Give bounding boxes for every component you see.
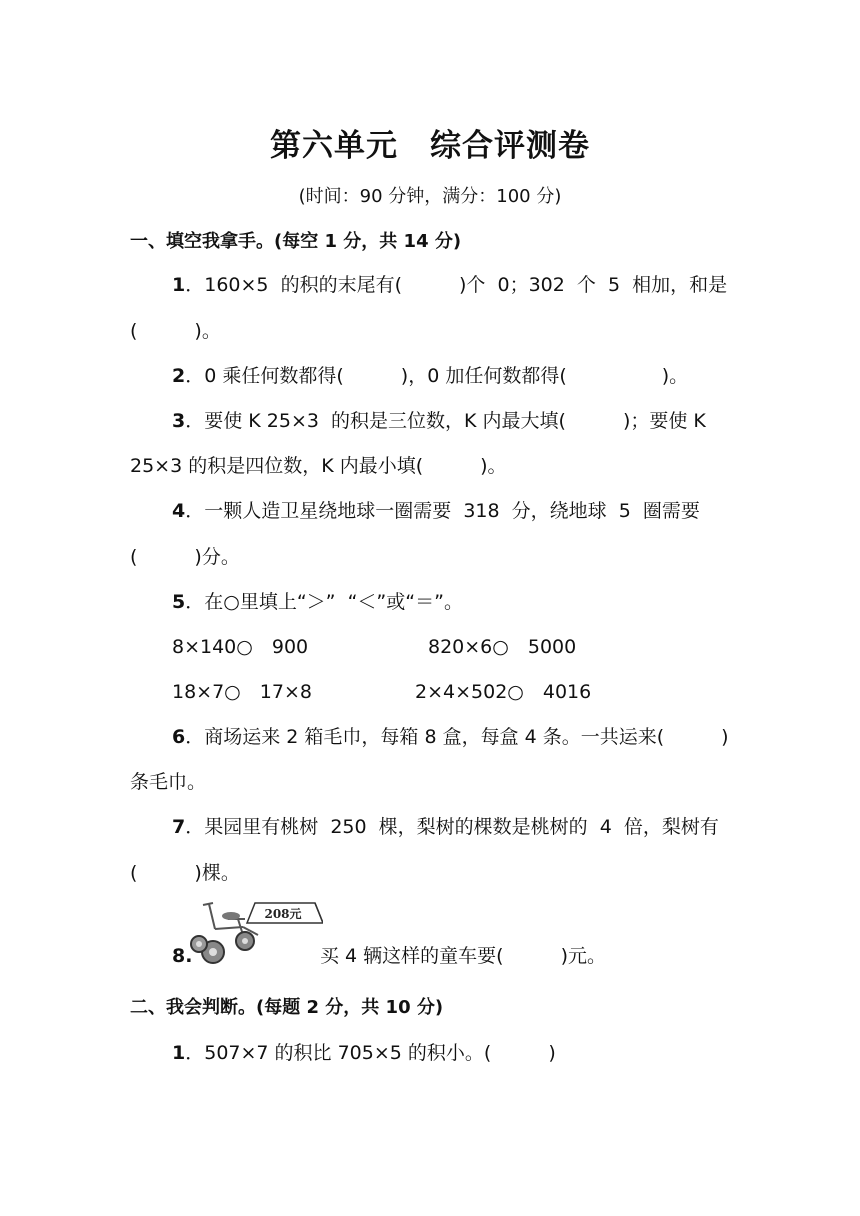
- section2-heading: 二、我会判断。(每题 2 分，共 10 分): [130, 997, 444, 1018]
- question-text: ．商场运来 2 箱毛巾，每箱 8 盒，每盒 4 条。一共运来( ): [185, 726, 729, 748]
- price-tag-label: 208元: [264, 907, 302, 921]
- question-4-line2: ( )分。: [130, 546, 240, 568]
- question-text: ．要使 K 25×3 的积是三位数，K 内最大填( )；要使 K: [185, 410, 706, 432]
- question-number: 6: [172, 726, 186, 748]
- question-text: ．在○里填上“＞” “＜”或“＝”。: [185, 591, 463, 613]
- question-number: 8.: [172, 945, 193, 967]
- question-number: 1: [172, 1042, 186, 1064]
- page-title: 第六单元 综合评测卷: [270, 128, 590, 164]
- question-number: 5: [172, 591, 186, 613]
- question-number: 7: [172, 816, 186, 838]
- question-1-line1: [172, 272, 727, 298]
- question-6-line2: 条毛巾。: [130, 771, 207, 793]
- question-text: ．160×5 的积的末尾有( )个 0；302 个 5 相加，和是: [185, 274, 728, 296]
- question-text: ．507×7 的积比 705×5 的积小。( ): [185, 1042, 556, 1064]
- question-2: [172, 363, 688, 389]
- tricycle-image: [183, 897, 323, 967]
- compare-item-d: 2×4×502○ 4016: [415, 681, 592, 703]
- compare-item-c: 18×7○ 17×8: [172, 681, 312, 703]
- section1-heading: 一、填空我拿手。(每空 1 分，共 14 分): [130, 231, 462, 252]
- question-number: 1: [172, 274, 186, 296]
- question-text: ．一颗人造卫星绕地球一圈需要 318 分，绕地球 5 圈需要: [185, 500, 700, 522]
- price-tag: [247, 903, 323, 923]
- question-7-line2: ( )棵。: [130, 862, 240, 884]
- question-1-line2: ( )。: [130, 320, 221, 342]
- question-8-number: [172, 943, 192, 969]
- question-number: 2: [172, 365, 186, 387]
- question-number: 4: [172, 500, 186, 522]
- question-8-text: 买 4 辆这样的童车要( )元。: [320, 945, 606, 967]
- question-4-line1: [172, 498, 700, 524]
- compare-item-a: 8×140○ 900: [172, 636, 309, 658]
- wheel-icon: [191, 932, 254, 963]
- question-text: ．果园里有桃树 250 棵，梨树的棵数是桃树的 4 倍，梨树有: [185, 816, 719, 838]
- question-6-line1: [172, 724, 729, 750]
- question-3-line2: 25×3 的积是四位数，K 内最小填( )。: [130, 455, 507, 477]
- question-5: [172, 589, 463, 615]
- question-text: ．0 乘任何数都得( )，0 加任何数都得( )。: [185, 365, 689, 387]
- page-subtitle: (时间：90 分钟，满分：100 分): [298, 186, 562, 207]
- compare-item-b: 820×6○ 5000: [428, 636, 577, 658]
- question-number: 3: [172, 410, 186, 432]
- question-3-line1: [172, 408, 706, 434]
- seat-icon: [222, 912, 240, 920]
- question-7-line1: [172, 814, 719, 840]
- judge-question-1: [172, 1040, 556, 1066]
